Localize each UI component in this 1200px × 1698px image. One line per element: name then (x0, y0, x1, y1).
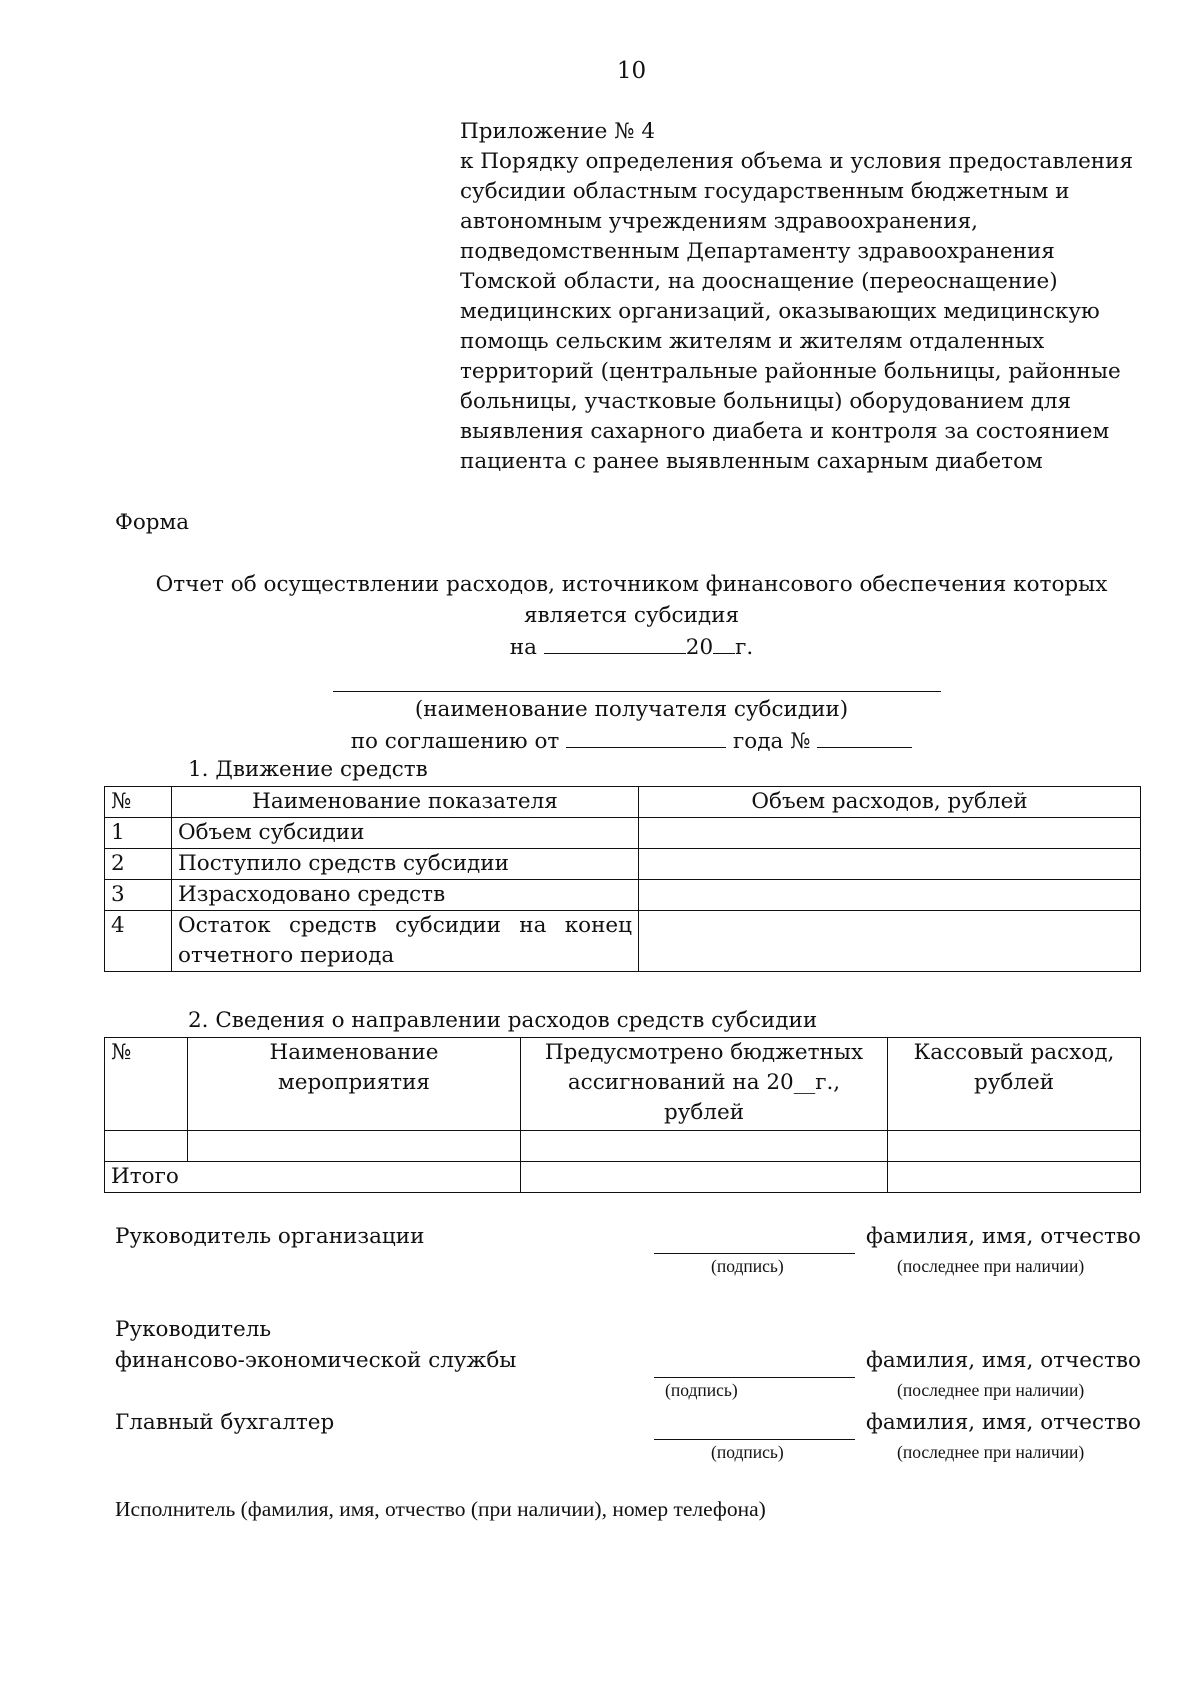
table-row (105, 911, 1141, 972)
row-name (172, 911, 639, 972)
page-number: 10 (616, 58, 647, 84)
agreement-number-blank (817, 727, 912, 748)
appendix-line: пациента с ранее выявленным сахарным диабетом (460, 449, 1043, 474)
signature-line (654, 1439, 855, 1440)
appendix-line: Томской области, на дооснащение (переоснащение) (460, 269, 1058, 294)
table-header-row (105, 1038, 1141, 1131)
appendix-line: автономным учреждениям здравоохранения, (460, 209, 978, 234)
empty-cell (188, 1131, 521, 1162)
header-cash-line2: рублей (973, 1070, 1055, 1095)
header-name-line1: Наименование (269, 1040, 439, 1065)
empty-cell (888, 1162, 1141, 1193)
row-name-line2: отчетного периода (178, 943, 395, 968)
empty-cell (521, 1131, 888, 1162)
report-year-blank (713, 633, 735, 654)
header-name (188, 1038, 521, 1131)
header-name: Наименование показателя (172, 787, 639, 818)
report-date-prefix: на (509, 635, 537, 660)
row-name: Поступило средств субсидии (172, 849, 639, 880)
report-title-line2: является субсидия (523, 603, 740, 628)
row-num: 1 (105, 818, 172, 849)
row-value (639, 880, 1141, 911)
agreement-line (0, 727, 1200, 754)
recipient-caption: (наименование получателя субсидии) (414, 697, 849, 722)
section1-table (104, 786, 1141, 972)
signature-fio: фамилия, имя, отчество (866, 1224, 1141, 1249)
fio-caption: (последнее при наличии) (897, 1380, 1085, 1400)
appendix-line: больницы, участковые больницы) оборудованием для (460, 389, 1072, 414)
table-row (105, 849, 1141, 880)
appendix-line: территорий (центральные районные больницы, районные (460, 359, 1121, 384)
appendix-line: к Порядку определения объема и условия предоставления (460, 149, 1134, 174)
report-date-year: 20 (685, 635, 714, 660)
report-title-line1: Отчет об осуществлении расходов, источником финансового обеспечения которых (155, 572, 1108, 597)
signature-fio: фамилия, имя, отчество (866, 1410, 1141, 1435)
row-num: 4 (105, 911, 172, 972)
header-num: № (105, 1038, 188, 1131)
header-planned-line2: ассигнований на 20__г., (567, 1070, 841, 1095)
section2-table (104, 1037, 1141, 1193)
header-cash-line1: Кассовый расход, (913, 1040, 1115, 1065)
appendix-line: субсидии областным государственным бюджетным и (460, 179, 1070, 204)
report-date (0, 633, 1200, 660)
row-value (639, 911, 1141, 972)
appendix-line: медицинских организаций, оказывающих медицинскую (460, 299, 1100, 324)
row-value (639, 849, 1141, 880)
executor-line: Исполнитель (фамилия, имя, отчество (при наличии), номер телефона) (115, 1497, 766, 1521)
agreement-prefix: по соглашению от (350, 729, 560, 754)
signature-role: финансово-экономической службы (115, 1348, 517, 1373)
row-name: Объем субсидии (172, 818, 639, 849)
table-row (105, 1131, 1141, 1162)
appendix-title: Приложение № 4 (460, 119, 656, 144)
header-num: № (105, 787, 172, 818)
row-num: 3 (105, 880, 172, 911)
signature-line (654, 1377, 855, 1378)
report-date-blank (544, 633, 686, 654)
table-row (105, 880, 1141, 911)
empty-cell (888, 1131, 1141, 1162)
appendix-line: помощь сельским жителям и жителям отдаленных (460, 329, 1045, 354)
row-value (639, 818, 1141, 849)
report-date-suffix: г. (735, 635, 754, 660)
fio-caption: (последнее при наличии) (897, 1442, 1085, 1462)
fio-caption: (последнее при наличии) (897, 1256, 1085, 1276)
signature-role: Руководитель организации (115, 1224, 425, 1249)
recipient-line (333, 691, 941, 692)
signature-caption: (подпись) (665, 1380, 738, 1400)
empty-cell (521, 1162, 888, 1193)
total-row (105, 1162, 1141, 1193)
row-name: Израсходовано средств (172, 880, 639, 911)
header-name-line2: мероприятия (278, 1070, 430, 1095)
form-label: Форма (115, 510, 190, 535)
signature-fio: фамилия, имя, отчество (866, 1348, 1141, 1373)
header-planned-line1: Предусмотрено бюджетных (544, 1040, 864, 1065)
signature-role: Руководитель (115, 1317, 272, 1342)
appendix-line: подведомственным Департаменту здравоохранения (460, 239, 1055, 264)
row-name-line1: Остаток средств субсидии на конец (178, 913, 632, 938)
appendix-line: выявления сахарного диабета и контроля за состоянием (460, 419, 1110, 444)
agreement-date-blank (566, 727, 726, 748)
appendix-block (460, 117, 1180, 477)
header-planned-line3: рублей (663, 1100, 745, 1125)
section1-heading: 1. Движение средств (188, 757, 428, 782)
signature-role: Главный бухгалтер (115, 1410, 335, 1435)
table-row (105, 818, 1141, 849)
row-num: 2 (105, 849, 172, 880)
header-planned (521, 1038, 888, 1131)
empty-cell (105, 1131, 188, 1162)
signature-caption: (подпись) (711, 1442, 784, 1462)
signature-caption: (подпись) (711, 1256, 784, 1276)
agreement-middle: года № (733, 729, 811, 754)
section2-heading: 2. Сведения о направлении расходов средств субсидии (188, 1008, 818, 1033)
table-header-row (105, 787, 1141, 818)
signature-line (654, 1253, 855, 1254)
total-label: Итого (105, 1162, 521, 1193)
header-value: Объем расходов, рублей (639, 787, 1141, 818)
header-cash (888, 1038, 1141, 1131)
